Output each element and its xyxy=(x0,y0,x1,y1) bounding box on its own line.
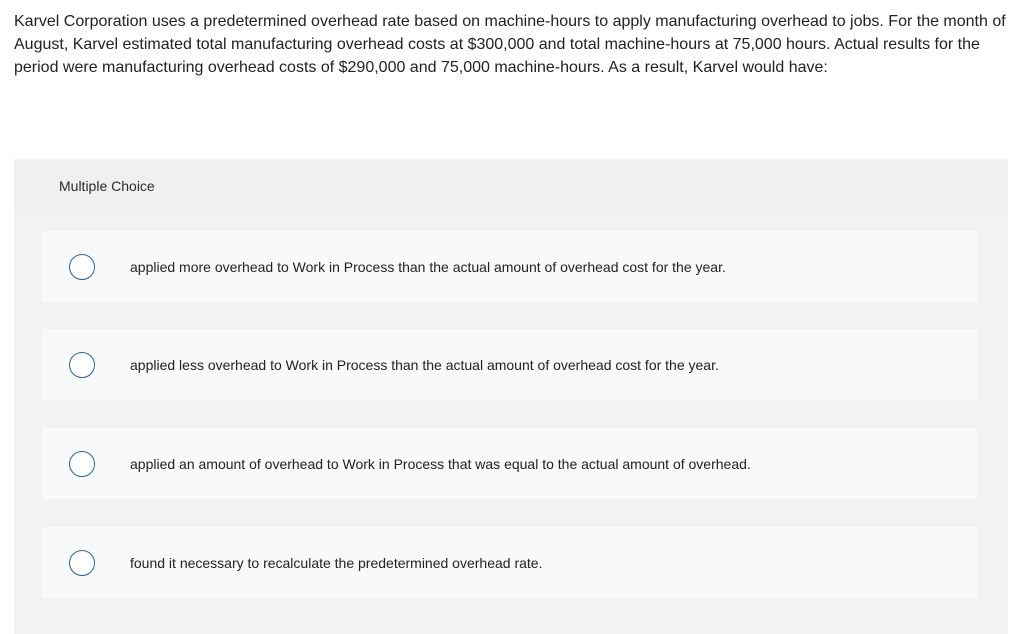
question-text: Karvel Corporation uses a predetermined overhead rate based on machine-hours to apply manufacturing overhead to jobs. For the month of August, Karvel estimated total manufacturing overhead costs at $300,000 and total machine-hours at 75,000 hours. Actual results for the period were manufacturing overhead costs of $290,000 and 75,000 machine-hours. As a result, Karvel would have: xyxy=(14,13,1006,76)
choice-label: applied less overhead to Work in Process than the actual amount of overhead cost for the year. xyxy=(130,356,719,373)
radio-button-icon[interactable] xyxy=(69,451,95,477)
multiple-choice-panel xyxy=(14,159,1008,634)
radio-button-icon[interactable] xyxy=(69,352,95,378)
choice-option-3[interactable] xyxy=(42,428,977,499)
choices-list xyxy=(14,213,1008,634)
choice-label: found it necessary to recalculate the predetermined overhead rate. xyxy=(130,554,543,571)
radio-button-icon[interactable] xyxy=(69,550,95,576)
multiple-choice-header: Multiple Choice xyxy=(59,178,155,194)
choice-option-4[interactable] xyxy=(42,527,977,598)
choice-label: applied an amount of overhead to Work in Process that was equal to the actual amount of overhead. xyxy=(130,455,751,472)
radio-button-icon[interactable] xyxy=(69,254,95,280)
choice-option-1[interactable] xyxy=(42,231,977,302)
choice-option-2[interactable] xyxy=(42,329,977,400)
choice-label: applied more overhead to Work in Process than the actual amount of overhead cost for the year. xyxy=(130,258,726,275)
